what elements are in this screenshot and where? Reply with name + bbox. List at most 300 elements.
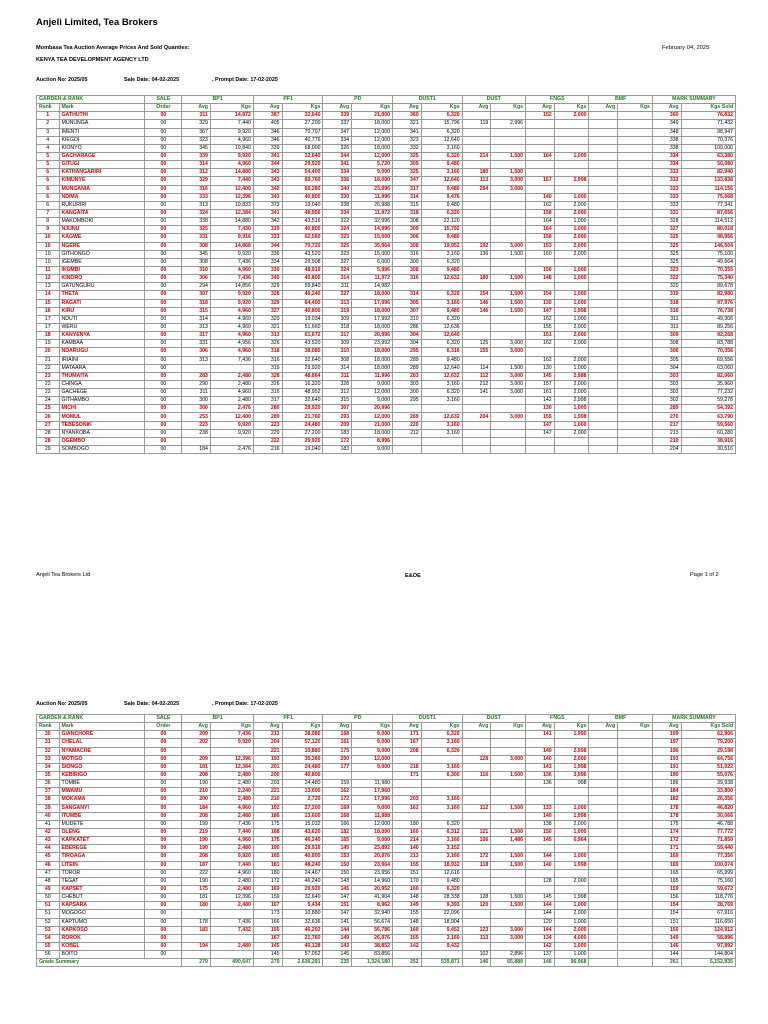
order-cell: 00 [145,397,182,405]
table-row [37,258,736,266]
value-cell [210,747,253,755]
value-cell [618,152,653,160]
order-cell: 00 [145,136,182,144]
value-cell: 97,976 [681,299,735,307]
value-cell: 12,396 [210,193,253,201]
value-cell [589,861,618,869]
value-cell: 123 [462,926,491,934]
order-cell: 00 [145,258,182,266]
group-header-pf1: PF1 [253,96,323,104]
value-cell [462,747,491,755]
value-cell: 40,800 [282,853,323,861]
summary-value-cell: 65,888 [491,959,526,967]
value-cell: 6,320 [421,820,462,828]
value-cell [554,128,589,136]
value-cell: 136 [462,250,491,258]
rank-cell: 6 [37,177,60,185]
value-cell: 175 [253,820,282,828]
value-cell: 2,000 [554,910,589,918]
value-cell: 169 [652,853,681,861]
value-cell [462,201,491,209]
value-cell: 316 [253,389,282,397]
sub-header-avg: Avg [526,723,555,731]
value-cell: 9,920 [210,299,253,307]
value-cell [618,910,653,918]
value-cell: 300 [393,258,422,266]
value-cell [462,788,491,796]
value-cell: 167 [253,934,282,942]
value-cell: 169 [652,861,681,869]
value-cell: 336 [323,177,352,185]
value-cell: 119 [462,120,491,128]
value-cell [589,152,618,160]
value-cell: 314 [393,193,422,201]
value-cell: 162 [526,356,555,364]
order-cell: 00 [145,120,182,128]
value-cell: 314 [323,275,352,283]
group-header-pf1: PF1 [253,715,323,723]
value-cell: 334 [323,209,352,217]
value-cell: 20,996 [352,405,393,413]
table-row [37,869,736,877]
value-cell [618,372,653,380]
value-cell: 54,392 [681,405,735,413]
value-cell: 1,500 [491,275,526,283]
rank-cell: 10 [37,242,60,250]
value-cell: 303 [652,372,681,380]
value-cell: 158 [526,234,555,242]
sub-header-kgs: Kgs [352,104,393,112]
value-cell: 11,996 [352,193,393,201]
value-cell [421,780,462,788]
value-cell: 323 [182,136,211,144]
table-row [37,853,736,861]
group-header-bmf: BMF [589,96,652,104]
value-cell [618,796,653,804]
value-cell: 200 [182,796,211,804]
mark-cell: KOBEL [59,942,145,950]
order-cell: 00 [145,242,182,250]
value-cell: 178 [182,918,211,926]
value-cell [589,120,618,128]
value-cell: 325 [182,226,211,234]
value-cell: 286 [393,323,422,331]
value-cell: 82,980 [681,291,735,299]
value-cell: 14,880 [210,169,253,177]
sub-header-avg: Avg [182,104,211,112]
value-cell: 12,000 [352,755,393,763]
value-cell: 49,664 [681,258,735,266]
value-cell [589,169,618,177]
value-cell: 323 [652,266,681,274]
value-cell: 1,000 [554,828,589,836]
order-cell: 00 [145,364,182,372]
value-cell: 59,560 [681,421,735,429]
group-header-garden-rank: GARDEN & RANK [37,715,145,723]
value-cell: 1,500 [491,169,526,177]
mark-cell: SOMBOGO [59,446,145,454]
order-cell: 00 [145,877,182,885]
value-cell [462,397,491,405]
mark-cell: GATHUTHI [59,112,145,120]
mark-cell: CHINGA [59,380,145,388]
mark-cell: KAPSARA [59,902,145,910]
value-cell: 302 [652,397,681,405]
value-cell: 145 [253,942,282,950]
value-cell [618,397,653,405]
value-cell: 30,516 [681,446,735,454]
rank-cell: 46 [37,861,60,869]
value-cell: 183 [182,926,211,934]
group-header-sale: SALE [145,96,182,104]
value-cell: 184 [182,446,211,454]
agency-name: KENYA TEA DEVELOPMENT AGENCY LTD [36,57,149,63]
value-cell: 1,000 [554,266,589,274]
value-cell: 339 [323,112,352,120]
value-cell: 162 [323,788,352,796]
value-cell: 321 [253,323,282,331]
value-cell: 14,880 [210,218,253,226]
value-cell: 341 [253,209,282,217]
value-cell: 209 [182,731,211,739]
value-cell: 2,000 [554,926,589,934]
value-cell: 121 [462,828,491,836]
mark-cell: MAKOMBOKI [59,218,145,226]
mark-cell: GITHAMBO [59,397,145,405]
auction-no: Auction No: 2025/05 [36,77,88,83]
value-cell: 1,500 [491,250,526,258]
value-cell: 2,000 [554,250,589,258]
value-cell [491,910,526,918]
value-cell: 76,738 [681,307,735,315]
value-cell: 1,998 [554,812,589,820]
value-cell: 23,992 [352,340,393,348]
table-row [37,112,736,120]
value-cell: 348 [652,128,681,136]
value-cell: 319 [323,307,352,315]
value-cell [554,169,589,177]
value-cell: 210 [253,796,282,804]
value-cell: 120 [526,918,555,926]
value-cell [589,226,618,234]
value-cell: 2,988 [554,372,589,380]
value-cell: 221 [253,788,282,796]
value-cell: 6,320 [421,747,462,755]
value-cell: 3,160 [421,763,462,771]
value-cell [462,332,491,340]
value-cell: 315 [182,307,211,315]
value-cell: 11,980 [352,780,393,788]
value-cell: 318 [652,299,681,307]
value-cell: 6,320 [421,389,462,397]
mark-cell: TEBESONIK [59,421,145,429]
value-cell: 26,988 [352,201,393,209]
table-row [37,291,736,299]
value-cell [589,934,618,942]
order-cell: 00 [145,234,182,242]
value-cell: 133 [526,804,555,812]
auction-table-page-2 [36,714,736,967]
value-cell: 183 [323,429,352,437]
value-cell [589,291,618,299]
sub-header-avg: Avg [462,104,491,112]
value-cell: 170 [393,877,422,885]
value-cell: 35,960 [681,380,735,388]
value-cell: 168 [323,731,352,739]
mark-cell: NDIMA [59,193,145,201]
value-cell: 216 [253,446,282,454]
value-cell: 3,160 [421,421,462,429]
value-cell [462,128,491,136]
value-cell: 333 [652,169,681,177]
mark-cell: CHEBUT [59,894,145,902]
value-cell: 1,500 [491,828,526,836]
value-cell [589,161,618,169]
value-cell: 360 [652,112,681,120]
value-cell: 9,920 [210,250,253,258]
value-cell: 2,000 [554,234,589,242]
value-cell: 1,000 [554,853,589,861]
value-cell: 166 [323,820,352,828]
value-cell [589,372,618,380]
value-cell [618,446,653,454]
value-cell: 153 [323,853,352,861]
value-cell: 159 [323,780,352,788]
value-cell [462,780,491,788]
value-cell: 9,000 [352,804,393,812]
order-cell: 00 [145,307,182,315]
prompt-date: , Prompt Date: 17-02-2025 [212,77,278,83]
value-cell: 141 [462,389,491,397]
mark-cell: KAMBAA [59,340,145,348]
value-cell: 144 [323,926,352,934]
value-cell [526,845,555,853]
value-cell: 295 [393,348,422,356]
footer-page: Page 1 of 2 [690,572,719,578]
summary-value-cell [589,959,618,967]
sale-date: Sale Date: 04-02-2025 [124,77,180,83]
value-cell: 2,000 [554,340,589,348]
value-cell [462,885,491,893]
value-cell [462,226,491,234]
value-cell: 7,436 [210,731,253,739]
value-cell: 193 [652,755,681,763]
value-cell [491,877,526,885]
value-cell: 27,200 [282,429,323,437]
value-cell: 164 [526,218,555,226]
value-cell: 9,452 [421,926,462,934]
value-cell: 11,996 [352,372,393,380]
value-cell: 318 [393,209,422,217]
value-cell: 18,000 [352,307,393,315]
value-cell [526,144,555,152]
value-cell: 1,000 [554,226,589,234]
value-cell: 316 [182,185,211,193]
value-cell: 2,000 [554,755,589,763]
value-cell: 223 [182,421,211,429]
value-cell: 1,000 [554,804,589,812]
value-cell: 311 [652,323,681,331]
value-cell: 3,000 [491,413,526,421]
value-cell [618,877,653,885]
value-cell [589,405,618,413]
table-row [37,169,736,177]
value-cell: 54,400 [282,169,323,177]
value-cell: 346 [253,128,282,136]
value-cell: 1,500 [491,902,526,910]
sub-header-mark: Mark [59,104,145,112]
value-cell: 328 [652,218,681,226]
value-cell [491,429,526,437]
value-cell: 113 [462,177,491,185]
value-cell: 5,720 [352,161,393,169]
value-cell [526,788,555,796]
value-cell [393,780,422,788]
value-cell: 145 [526,894,555,902]
value-cell: 223 [253,421,282,429]
mark-cell: GIANCHORE [59,731,145,739]
value-cell: 142 [526,942,555,950]
value-cell: 144,804 [681,951,735,959]
table-row [37,250,736,258]
order-cell: 00 [145,796,182,804]
value-cell: 61,672 [282,332,323,340]
summary-value-cell: 1,324,180 [352,959,393,967]
value-cell: 26,356 [681,796,735,804]
value-cell: 196 [652,747,681,755]
rank-cell: 42 [37,828,60,836]
value-cell: 2,000 [554,332,589,340]
value-cell: 29,920 [282,437,323,445]
value-cell [589,209,618,217]
value-cell: 329 [182,120,211,128]
value-cell [554,120,589,128]
rank-cell: 41 [37,820,60,828]
sub-header-avg: Avg [323,104,352,112]
value-cell: 9,480 [421,201,462,209]
order-cell: 00 [145,315,182,323]
value-cell: 77,356 [681,853,735,861]
value-cell: 190 [182,845,211,853]
value-cell [618,185,653,193]
table-row [37,389,736,397]
value-cell: 87,656 [681,209,735,217]
value-cell [618,788,653,796]
value-cell: 3,160 [421,853,462,861]
value-cell: 83,856 [352,951,393,959]
value-cell: 46,240 [282,877,323,885]
sub-header-kgs-sold: Kgs Sold [681,104,735,112]
value-cell [462,315,491,323]
table-row [37,177,736,185]
value-cell: 38,852 [352,942,393,950]
order-cell: 00 [145,340,182,348]
value-cell: 204 [462,413,491,421]
value-cell: 18,904 [421,918,462,926]
value-cell: 142 [526,397,555,405]
table-row [37,413,736,421]
rank-cell: 21 [37,356,60,364]
value-cell: 9,916 [210,234,253,242]
value-cell: 64,400 [282,299,323,307]
value-cell: 118,776 [681,894,735,902]
value-cell: 1,000 [554,275,589,283]
value-cell [589,755,618,763]
value-cell: 64,756 [681,755,735,763]
mark-cell: MUNUNGA [59,120,145,128]
value-cell: 140 [393,845,422,853]
value-cell: 160 [393,828,422,836]
mark-cell: GITHONGO [59,250,145,258]
table-row [37,804,736,812]
value-cell: 331 [182,234,211,242]
value-cell: 148 [393,894,422,902]
value-cell: 2,480 [210,380,253,388]
value-cell: 172 [462,853,491,861]
sub-header-kgs: Kgs [421,104,462,112]
value-cell: 6,964 [554,837,589,845]
value-cell: 3,160 [421,429,462,437]
value-cell: 308 [393,266,422,274]
value-cell: 1,486 [491,837,526,845]
value-cell: 1,000 [554,152,589,160]
rank-cell: 12 [37,275,60,283]
value-cell: 14,856 [210,283,253,291]
value-cell [526,128,555,136]
value-cell: 387 [253,112,282,120]
value-cell: 158 [526,209,555,217]
value-cell: 3,160 [421,250,462,258]
order-cell: 00 [145,845,182,853]
value-cell: 220 [393,421,422,429]
value-cell: 18,000 [352,364,393,372]
mark-cell: KAPKOSO [59,926,145,934]
table-row [37,209,736,217]
rank-cell: 51 [37,902,60,910]
value-cell: 316 [393,250,422,258]
mark-cell: KIONYO [59,144,145,152]
value-cell [589,437,618,445]
value-cell: 219 [182,828,211,836]
value-cell: 191 [652,763,681,771]
value-cell: 337 [323,120,352,128]
value-cell: 6,312 [421,828,462,836]
value-cell: 306 [182,275,211,283]
value-cell: 12,640 [421,177,462,185]
rank-cell: 40 [37,812,60,820]
group-header-sale: SALE [145,715,182,723]
value-cell: 325 [393,169,422,177]
rank-cell: 22 [37,364,60,372]
value-cell: 147 [323,910,352,918]
value-cell: 178 [652,804,681,812]
value-cell: 2,480 [210,812,253,820]
group-header-bp1: BP1 [182,96,254,104]
order-cell: 00 [145,894,182,902]
value-cell: 28,338 [421,894,462,902]
mark-cell: NJUNU [59,226,145,234]
value-cell: 11,972 [352,275,393,283]
sub-header-kgs: Kgs [491,723,526,731]
value-cell: 1,000 [554,918,589,926]
grade-summary-row [37,959,736,967]
order-cell: 00 [145,177,182,185]
value-cell: 10,880 [282,747,323,755]
value-cell: 289 [253,413,282,421]
value-cell: 76,832 [681,112,735,120]
value-cell: 145 [253,951,282,959]
value-cell: 70,356 [681,348,735,356]
